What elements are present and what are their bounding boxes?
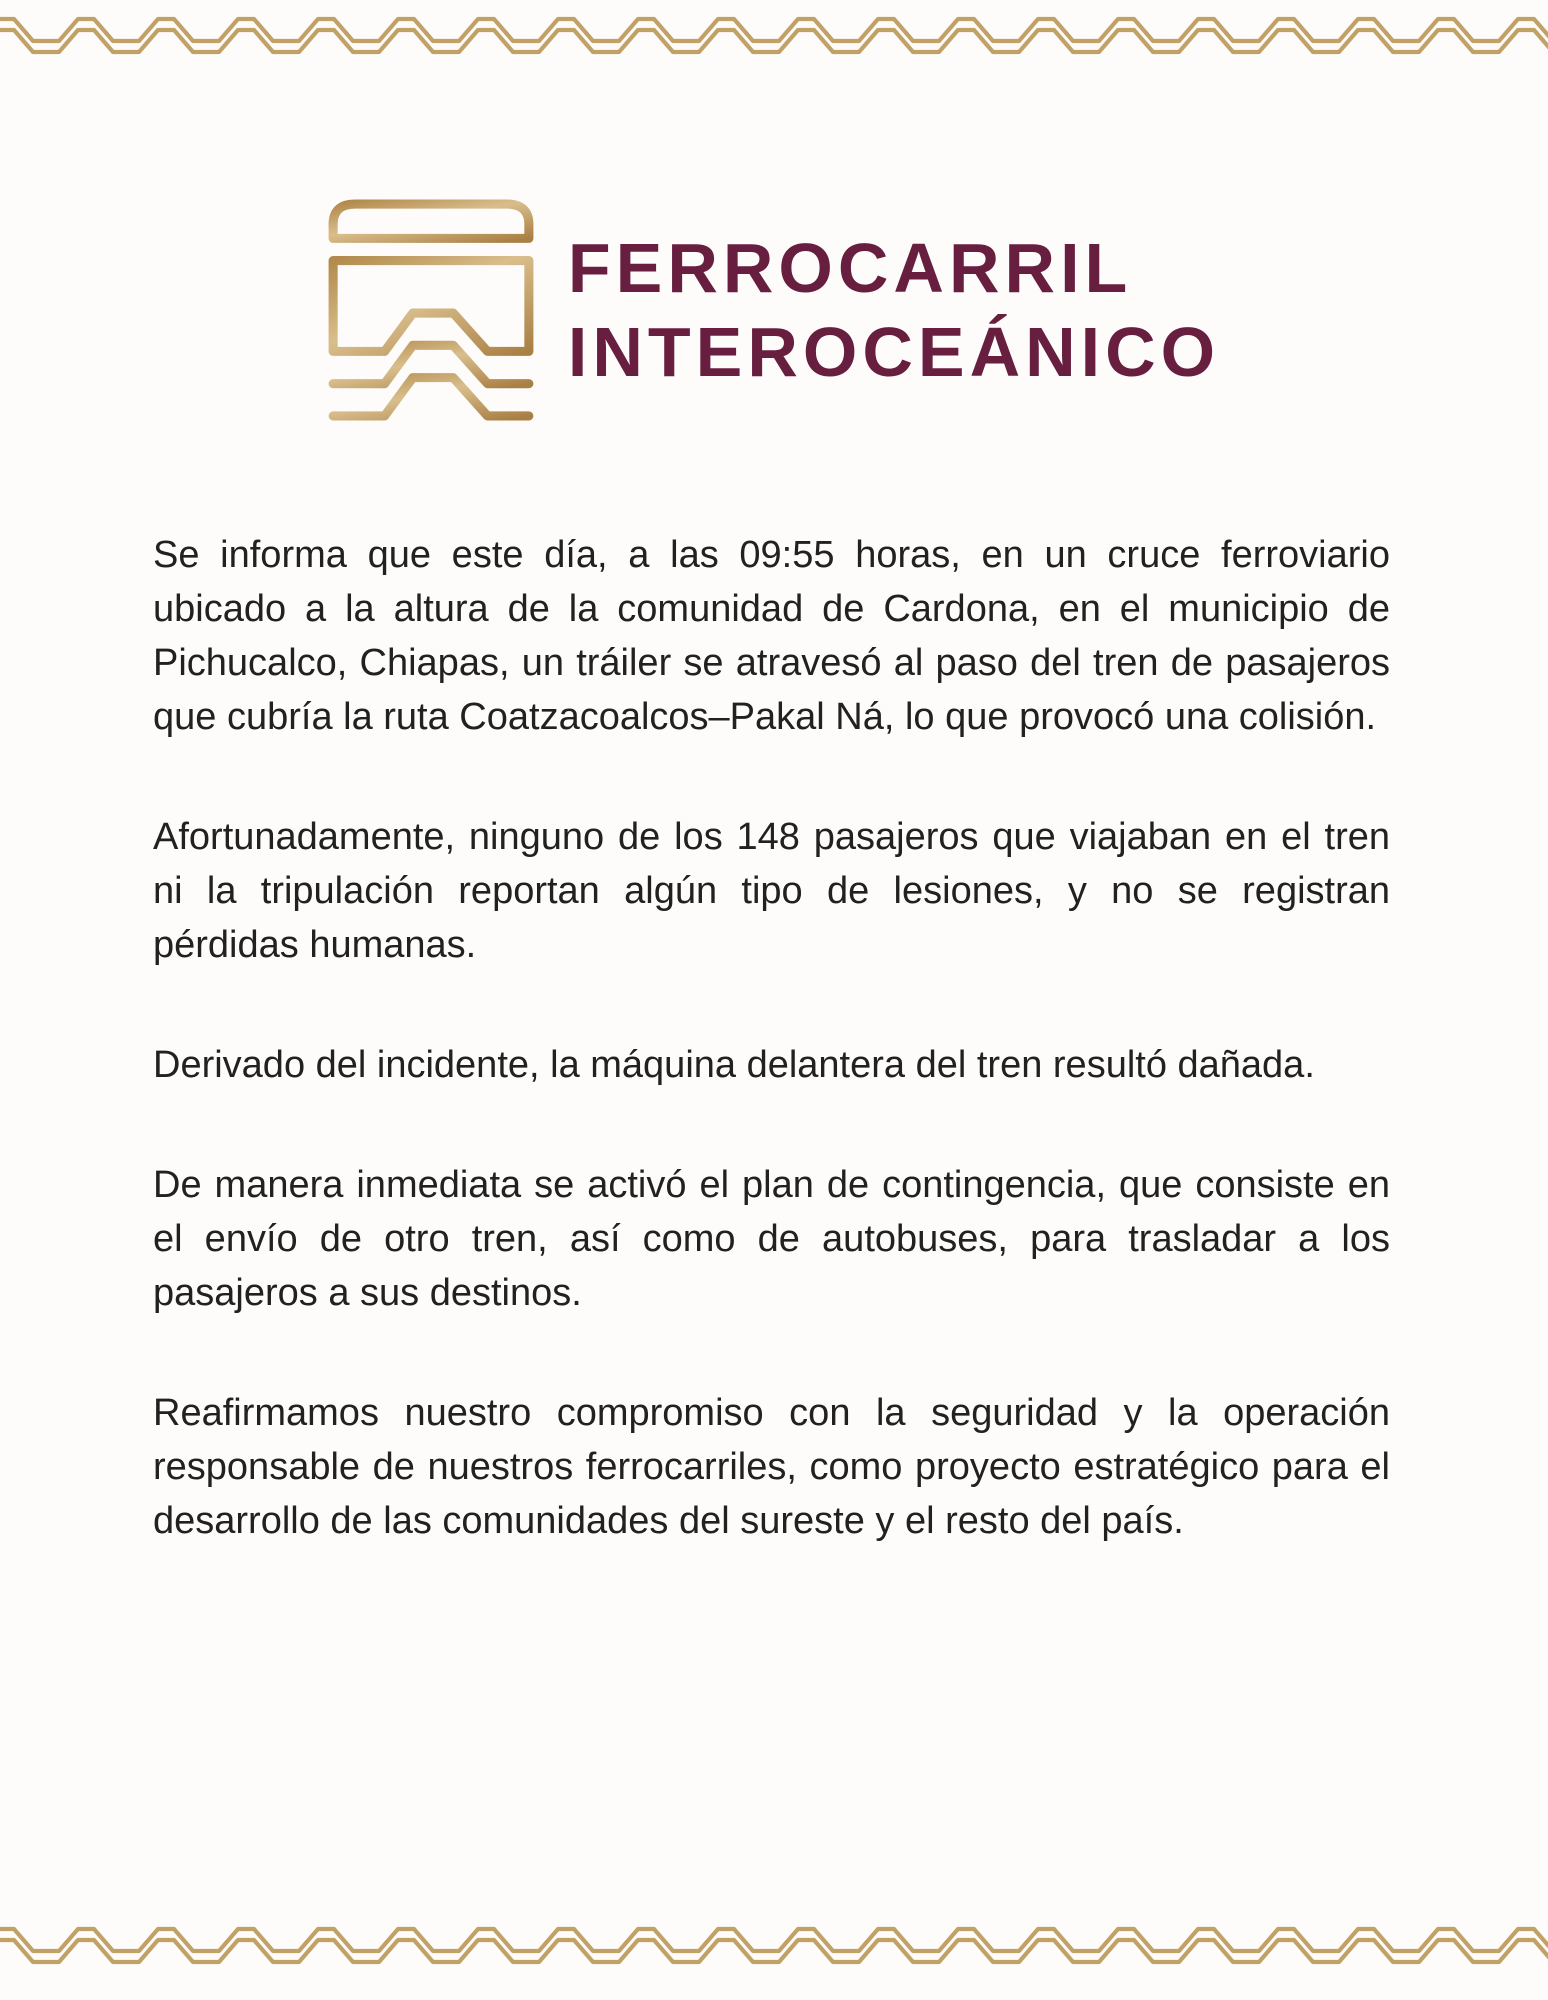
wave-border-top (0, 9, 1548, 57)
paragraph-contingency: De manera inmediata se activó el plan de contingencia, que consiste en el envío de otro tren, así como de autobuses, para trasladar a los pasajeros a sus destinos. (153, 1164, 1390, 1314)
paragraph-passengers: Afortunadamente, ninguno de los 148 pasajeros que viajaban en el tren ni la tripulación reportan algún tipo de lesiones, y no se registran pérdidas humanas. (153, 816, 1390, 966)
brand-header (0, 198, 1548, 422)
paragraph-incident: Se informa que este día, a las 09:55 horas, en un cruce ferroviario ubicado a la altura de la comunidad de Cardona, en el municipio de Pichucalco, Chiapas, un tráiler se atravesó al paso del tren de pasajeros que cubría la ruta Coatzacoalcos–Pakal Ná, lo que provocó una colisión. (153, 534, 1390, 738)
brand-title-line1: FERROCARRIL (567, 229, 1133, 307)
brand-title-line2: INTEROCEÁNICO (567, 313, 1221, 391)
paragraph-commitment: Reafirmamos nuestro compromiso con la seguridad y la operación responsable de nuestros ferrocarriles, como proyecto estratégico para el desarrollo de las comunidades del sureste y el resto del país. (153, 1392, 1390, 1542)
wave-border-bottom (0, 1919, 1548, 1967)
announcement-body (153, 528, 1390, 1548)
paragraph-damage: Derivado del incidente, la máquina delantera del tren resultó dañada. (153, 1044, 1315, 1086)
train-front-logo-icon (328, 198, 534, 422)
brand-wordmark (568, 226, 1220, 394)
